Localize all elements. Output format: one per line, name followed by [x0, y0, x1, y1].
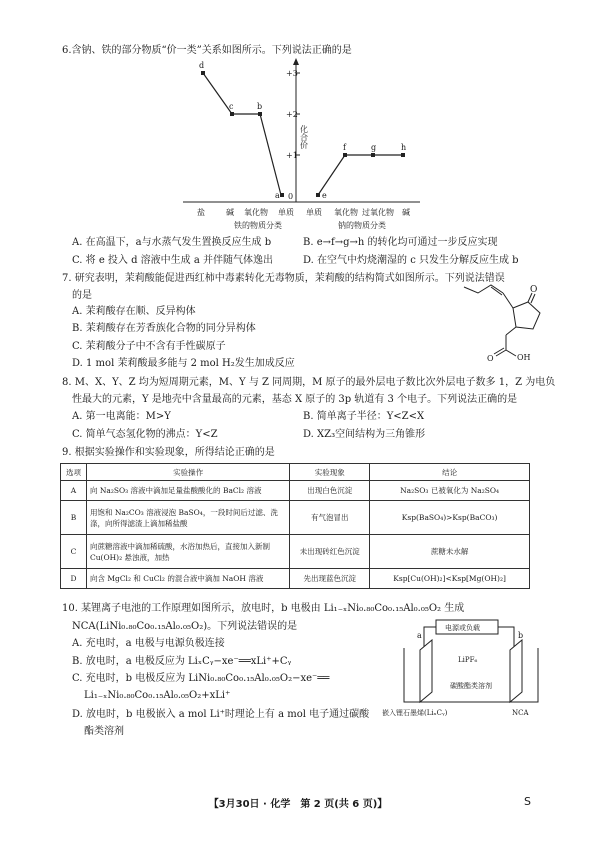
q10-stem-line2: NCA(LiNi₀.₈₀Co₀.₁₅Al₀.₀₅O₂)。下列说法错误的是: [72, 621, 298, 632]
q6-stem: 6.含钠、铁的部分物质“价一类”关系如图所示。下列说法正确的是: [62, 45, 352, 56]
q10-stem-line1: 10. 某锂离子电池的工作原理如图所示，放电时，b 电极由 Li₁₋ₓNi₀.₈₀Co₀.₁₅Al₀.₀₅O₂ 生成: [62, 603, 465, 614]
na-cat-oxide: 氧化物: [334, 208, 358, 217]
q8-stem-line2: 性最大的元素，Y 是地壳中含量最高的元素，基态 X 原子的 3p 轨道有 3 个电子。下列说法正确的是: [72, 394, 518, 405]
na-cat-peroxide: 过氧化物: [362, 208, 394, 217]
na-group-label: 钠的物质分类: [338, 221, 386, 230]
q6-option-c: C. 将 e 投入 d 溶液中生成 a 并伴随气体逸出: [72, 255, 274, 266]
q8-stem-line1: 8. M、X、Y、Z 均为短周期元素，M、Y 与 Z 同周期，M 原子的最外层电子数比次外层电子数多 1，Z 为电负: [62, 377, 556, 388]
anode-label: 嵌入锂石墨烯(LiₓCᵧ): [382, 709, 448, 717]
row-d-conclusion: Ksp[Cu(OH)₂]<Ksp[Mg(OH)₂]: [370, 569, 530, 589]
q6-option-a: A. 在高温下，a与水蒸气发生置换反应生成 b: [72, 237, 272, 248]
fe-group-label: 铁的物质分类: [234, 221, 282, 230]
row-c-conclusion: 蔗糖未水解: [370, 535, 530, 569]
cathode-label: NCA: [512, 709, 529, 717]
wire-b: [498, 627, 514, 650]
tick-label-1: +1: [286, 151, 298, 160]
row-d-operation: 向含 MgCl₂ 和 CuCl₂ 的混合液中滴加 NaOH 溶液: [86, 569, 289, 589]
power-load-label: 电源或负载: [445, 624, 480, 632]
q10-option-d-line1: D. 放电时，b 电极嵌入 a mol Li⁺时理论上有 a mol 电子通过碳酸: [72, 709, 370, 720]
q8-option-a: A. 第一电离能：M>Y: [72, 411, 171, 422]
q8-option-d: D. XZ₃空间结构为三角锥形: [303, 429, 426, 440]
q7-option-c: C. 茉莉酸分子中不含有手性碳原子: [72, 341, 226, 352]
ketone-o-label: O: [530, 285, 538, 295]
fe-cat-oxide: 氧化物: [244, 208, 268, 217]
header-option: 选项: [61, 464, 87, 481]
electrode-b-label: b: [518, 631, 524, 640]
electrolyte-label: LiPF₆: [458, 656, 478, 664]
electrode-a-plate: [420, 640, 432, 702]
q10-option-b: B. 放电时，a 电极反应为 LiₓCᵧ−xe⁻══xLi⁺+Cᵧ: [72, 656, 292, 667]
tick-label-3: +3: [286, 69, 298, 78]
na-cat-element: 单质: [306, 208, 322, 217]
row-a-conclusion: Na₂SO₃ 已被氧化为 Na₂SO₄: [370, 481, 530, 501]
q10-option-d-line2: 酯类溶剂: [84, 726, 124, 737]
acid-o-label: O: [487, 354, 494, 363]
q7-stem-line1: 7. 研究表明，茉莉酸能促进西红柿中毒素转化无毒物质，茉莉酸的结构简式如图所示。下列说法错误: [62, 273, 505, 284]
q9-stem: 9. 根据实验操作和实验现象，所得结论正确的是: [62, 447, 275, 458]
row-c-phenomenon: 未出现砖红色沉淀: [290, 535, 370, 569]
q10-option-a: A. 充电时，a 电极与电源负极连接: [72, 638, 225, 649]
row-b-option: B: [61, 501, 87, 535]
q8-option-b: B. 简单离子半径：Y<Z<X: [303, 411, 425, 422]
row-a-option: A: [61, 481, 87, 501]
label-h: h: [401, 143, 407, 152]
row-b-conclusion: Ksp(BaSO₄)>Ksp(BaCO₃): [370, 501, 530, 535]
electrode-a-label: a: [417, 631, 422, 640]
label-b: b: [257, 102, 263, 111]
row-b-phenomenon: 有气泡冒出: [290, 501, 370, 535]
header-operation: 实验操作: [86, 464, 289, 481]
page-corner-mark: S: [524, 795, 531, 808]
page-footer: 【3月30日 · 化学 第 2 页(共 6 页)】: [208, 799, 388, 810]
y-axis-label: 化合价: [299, 125, 309, 149]
na-cat-base: 碱: [402, 208, 410, 217]
row-c-option: C: [61, 535, 87, 569]
label-e: e: [322, 191, 327, 200]
header-conclusion: 结论: [370, 464, 530, 481]
row-a-phenomenon: 出现白色沉淀: [290, 481, 370, 501]
q7-option-d: D. 1 mol 茉莉酸最多能与 2 mol H₂发生加成反应: [72, 358, 295, 369]
fe-cat-salt: 盐: [197, 208, 205, 217]
row-d-option: D: [61, 569, 87, 589]
row-d-phenomenon: 先出现蓝色沉淀: [290, 569, 370, 589]
fe-cat-element: 单质: [278, 208, 294, 217]
label-c: c: [229, 102, 234, 111]
q8-option-c: C. 简单气态氢化物的沸点：Y<Z: [72, 429, 218, 440]
q7-option-b: B. 茉莉酸存在芳香族化合物的同分异构体: [72, 323, 256, 334]
label-d: d: [199, 61, 205, 70]
acid-oh-label: OH: [517, 353, 531, 362]
q6-option-d: D. 在空气中灼烧潮湿的 c 只发生分解反应生成 b: [303, 255, 519, 266]
solvent-label: 碳酸酯类溶剂: [450, 682, 492, 690]
label-f: f: [343, 143, 346, 152]
row-c-operation: 向蔗糖溶液中滴加稀硫酸，水浴加热后，直接加入新制 Cu(OH)₂ 悬浊液，加热: [86, 535, 289, 569]
electrode-b-plate: [510, 640, 522, 702]
q7-option-a: A. 茉莉酸存在顺、反异构体: [72, 306, 196, 317]
tick-label-0: 0: [288, 192, 294, 201]
row-b-operation: 用饱和 Na₂CO₃ 溶液浸泡 BaSO₄，一段时间后过滤、洗涤，向所得滤渣上滴加稀盐酸: [86, 501, 289, 535]
row-a-operation: 向 Na₂SO₃ 溶液中滴加足量盐酸酸化的 BaCl₂ 溶液: [86, 481, 289, 501]
label-a: a: [275, 191, 280, 200]
q6-option-b: B. e→f→g→h 的转化均可通过一步反应实现: [303, 237, 498, 248]
tick-label-2: +2: [286, 110, 298, 119]
q10-option-c-line2: Li₁₋ₓNi₀.₈₀Co₀.₁₅Al₀.₀₅O₂+xLi⁺: [84, 690, 231, 701]
q7-stem-line2: 的是: [72, 290, 92, 301]
fe-cat-base: 碱: [226, 208, 234, 217]
label-g: g: [371, 143, 377, 152]
q10-option-c-line1: C. 充电时，b 电极反应为 LiNi₀.₈₀Co₀.₁₅Al₀.₀₅O₂−xe⁻══: [72, 673, 330, 684]
header-phenomenon: 实验现象: [290, 464, 370, 481]
